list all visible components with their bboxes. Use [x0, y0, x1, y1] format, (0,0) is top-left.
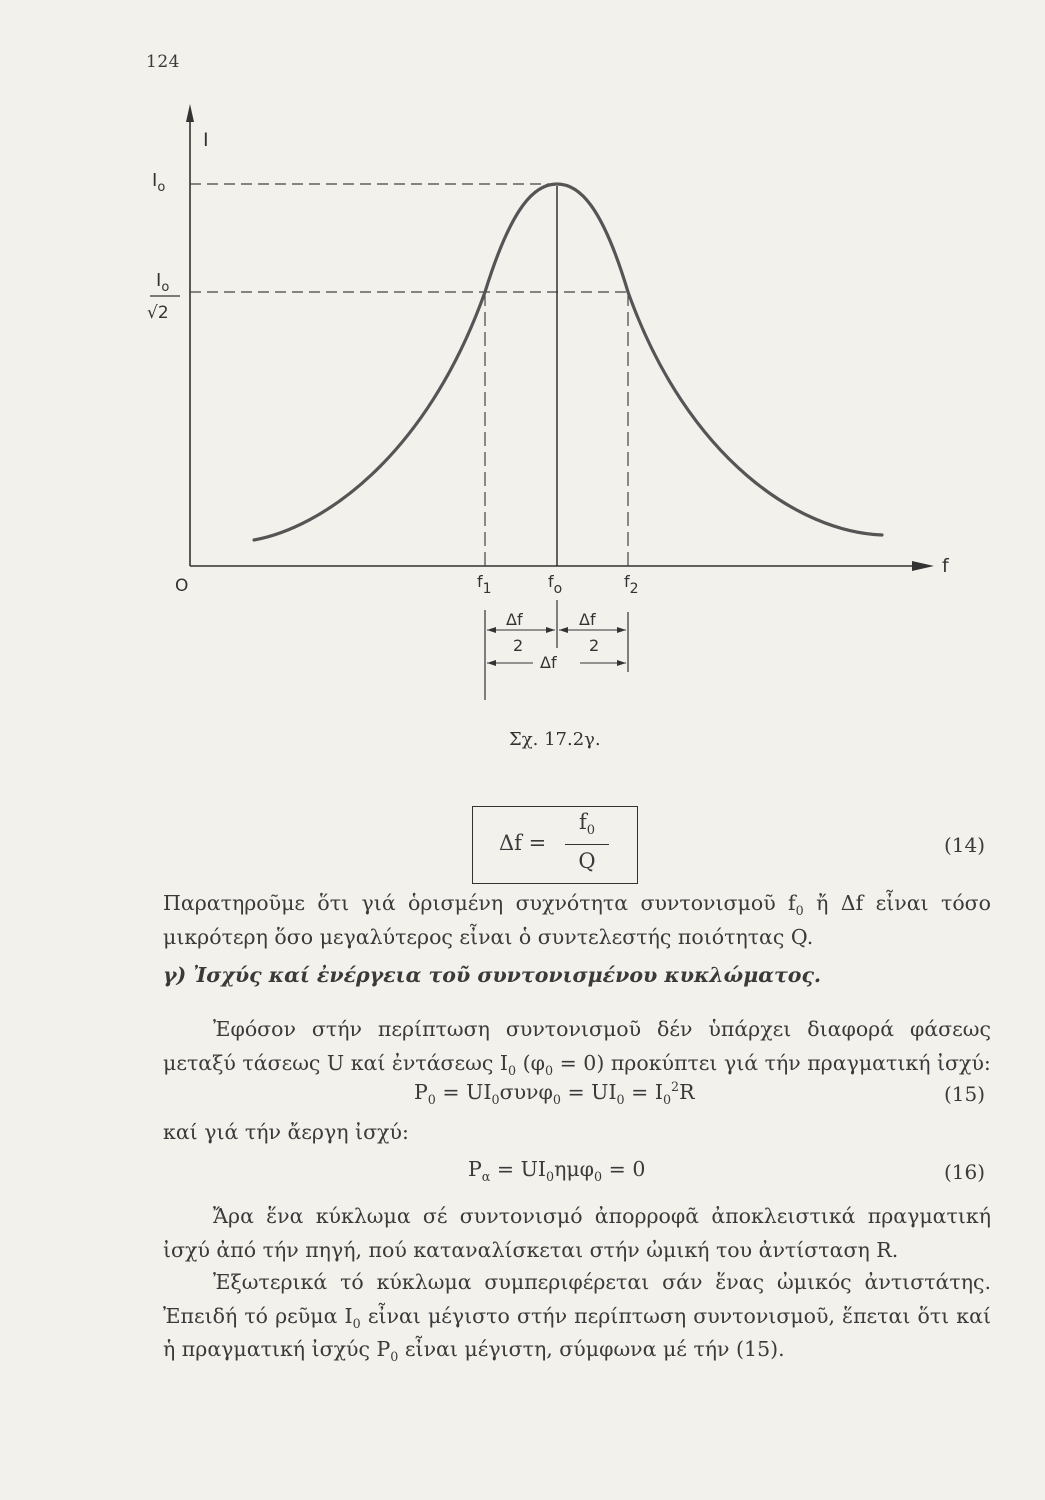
- equation-16-number: (16): [944, 1160, 986, 1184]
- half-df-right-num: Δf: [579, 610, 596, 629]
- x-axis-arrow: [912, 561, 934, 571]
- x-axis-label: f: [942, 555, 949, 577]
- equation-16: $P_\alpha = UI_0\eta\mu\varphi_0 = 0$: [468, 1157, 646, 1185]
- origin-label: O: [175, 576, 189, 596]
- f2-label: f2: [624, 572, 639, 597]
- f0-label: fo: [548, 572, 563, 597]
- f1-label: f1: [477, 572, 492, 597]
- formula-14-fraction-bar: [565, 844, 609, 845]
- formula-14-numerator: $f_0$: [578, 810, 596, 839]
- reactive-power-intro: καί γιά τήν ἄεργη ἰσχύ:: [163, 1120, 409, 1144]
- formula-14-box: [472, 806, 638, 884]
- paragraph-resistor-behaviour: Ἐξωτερικά τό κύκλωμα συμπεριφέρεται σάν ἕνας ὠμικός ἀντιστάτης. Ἐπειδή τό ρεῦμα $I_0$ εἶναι μέγιστο στήν περίπτωση συντονισμοῦ, ἕπεται ὅτι καί ἡ πραγματική ἰσχύς $P_0$ εἶναι μέγιστη, σύμφωνα μέ τήν (15).: [163, 1270, 991, 1365]
- y-axis-arrow: [186, 104, 194, 122]
- equation-15: $P_0 = UI_0\sigma\upsilon\nu\varphi_0 = UI_0 = I_0^2R$: [414, 1079, 695, 1108]
- section-heading: γ) Ἰσχύς καί ἐνέργεια τοῦ συντονισμένου κυκλώματος.: [163, 963, 822, 987]
- half-df-right-den: 2: [589, 636, 600, 655]
- half-power-label-num: $I_o$: [156, 270, 170, 295]
- formula-14-lhs: Δf =: [499, 831, 547, 855]
- paragraph-bandwidth: Παρατηροῦμε ὅτι γιά ὁρισμένη συχνότητα συντονισμοῦ $f_0$ ἤ Δf εἶναι τόσο μικρότερη ὅσο μεγαλύτερος εἶναι ὁ συντελεστής ποιότητας Q.: [163, 891, 992, 949]
- df-label: Δf: [540, 653, 557, 672]
- paragraph-resonance-power: Ἐφόσον στήν περίπτωση συντονισμοῦ δέν ὑπάρχει διαφορά φάσεως μεταξύ τάσεως U καί ἐντάσεως $I_0$ $(\varphi_0 = 0)$ προκύπτει γιά τήν πραγματική ἰσχύ:: [163, 1017, 991, 1078]
- figure-caption: Σχ. 17.2γ.: [509, 729, 601, 750]
- equation-14-number: (14): [944, 833, 986, 857]
- y-axis-label: I: [203, 129, 209, 151]
- page-number: 124: [146, 52, 180, 72]
- half-df-left-num: Δf: [506, 610, 523, 629]
- half-df-left-den: 2: [513, 636, 524, 655]
- paragraph-absorbed-power: Ἄρα ἕνα κύκλωμα σέ συντονισμό ἀπορροφᾶ ἀποκλειστικά πραγματική ἰσχύ ἀπό τήν πηγή, πού καταναλίσκεται στήν ὠμική του ἀντίσταση R.: [163, 1204, 991, 1262]
- peak-current-label: $I_o$: [152, 170, 166, 195]
- formula-14-denominator: Q: [578, 849, 596, 873]
- half-power-label-den: √2: [147, 303, 169, 323]
- resonance-curve: [254, 184, 882, 540]
- equation-15-number: (15): [944, 1082, 986, 1106]
